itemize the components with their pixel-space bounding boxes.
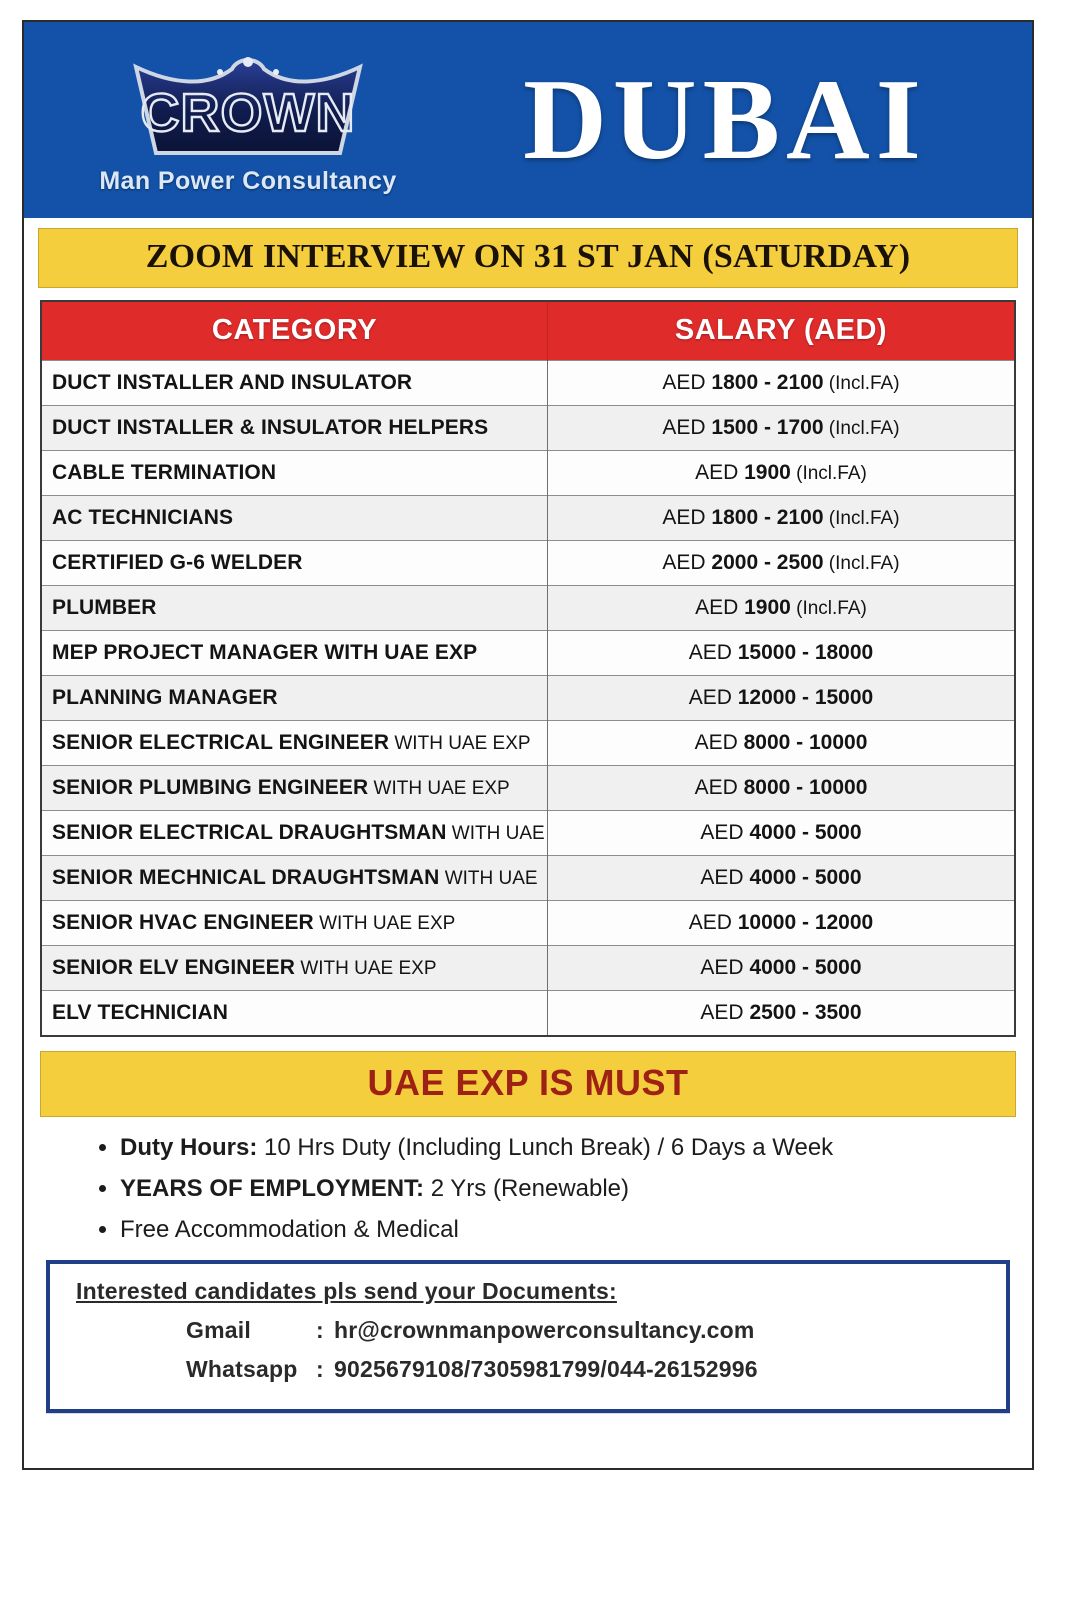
condition-label: YEARS OF EMPLOYMENT: [120,1174,425,1202]
salary-note: (Incl.FA) [823,508,900,529]
salary-amount: 1900 [738,461,791,484]
salary-currency: AED [688,911,732,934]
list-item [120,1215,1016,1245]
salary-amount: 12000 - 15000 [731,686,874,709]
gmail-separator: : [316,1316,324,1343]
cell-category [41,721,547,766]
interview-announcement: ZOOM INTERVIEW ON 31 ST JAN (SATURDAY) [38,228,1018,288]
table-row [41,946,1015,991]
cell-category [41,406,547,451]
category-name: PLUMBER [52,596,157,619]
cell-category [41,811,547,856]
salary-currency: AED [662,416,706,439]
salary-currency: AED [700,866,744,889]
cell-category [41,946,547,991]
salary-amount: 1500 - 1700 [705,416,824,439]
category-name: AC TECHNICIANS [52,506,234,529]
conditions-list [40,1133,1016,1245]
category-name: SENIOR ELECTRICAL ENGINEER [52,731,390,754]
cell-salary [547,721,1015,766]
cell-salary [547,766,1015,811]
salary-amount: 4000 - 5000 [743,956,862,979]
cell-category [41,361,547,406]
salary-currency: AED [688,686,732,709]
conditions-section [24,1117,1032,1258]
category-suffix: WITH UAE EXP [368,778,510,799]
cell-salary [547,496,1015,541]
category-suffix: WITH UAE EXP [389,733,531,754]
cell-salary [547,586,1015,631]
cell-salary [547,856,1015,901]
category-name: PLANNING MANAGER [52,686,278,709]
contact-box [46,1260,1010,1413]
salary-amount: 10000 - 12000 [731,911,874,934]
cell-salary [547,811,1015,856]
cell-category [41,766,547,811]
salary-note: (Incl.FA) [823,418,900,439]
category-name: SENIOR HVAC ENGINEER [52,911,314,934]
contact-row-gmail [50,1317,1006,1344]
category-name: CABLE TERMINATION [52,461,277,484]
cell-category [41,631,547,676]
announcement-section [24,218,1032,294]
category-name: CERTIFIED G-6 WELDER [52,551,303,574]
condition-value: 10 Hrs Duty (Including Lunch Break) / 6 Days a Week [264,1133,834,1161]
salary-currency: AED [695,461,739,484]
table-row [41,361,1015,406]
category-name: SENIOR PLUMBING ENGINEER [52,776,369,799]
cell-category [41,901,547,946]
table-row [41,856,1015,901]
salary-currency: AED [688,641,732,664]
table-row [41,541,1015,586]
cell-salary [547,901,1015,946]
condition-value: 2 Yrs (Renewable) [430,1174,630,1202]
cell-category [41,451,547,496]
condition-label: Duty Hours: [120,1133,258,1161]
salary-note: (Incl.FA) [790,463,867,484]
table-row [41,901,1015,946]
cell-category [41,541,547,586]
contact-section [24,1258,1032,1413]
contact-row-whatsapp [50,1356,1006,1383]
cell-salary [547,451,1015,496]
salary-table-section [24,294,1032,1037]
table-row [41,721,1015,766]
category-name: MEP PROJECT MANAGER WITH UAE EXP [52,641,478,664]
table-row [41,991,1015,1036]
requirement-section [24,1037,1032,1117]
cell-salary [547,676,1015,721]
table-row [41,676,1015,721]
category-name: ELV TECHNICIAN [52,1000,229,1024]
whatsapp-label: Whatsapp [186,1355,298,1382]
category-suffix: WITH UAE EXP [295,958,437,979]
cell-salary [547,406,1015,451]
cell-salary [547,361,1015,406]
company-logo [24,45,424,196]
table-row [41,496,1015,541]
cell-salary [547,946,1015,991]
uae-experience-banner: UAE EXP IS MUST [40,1051,1016,1117]
category-name: DUCT INSTALLER & INSULATOR HELPERS [52,416,489,439]
table-row [41,631,1015,676]
category-suffix: WITH UAE [439,868,538,889]
whatsapp-numbers[interactable]: 9025679108/7305981799/044-26152996 [334,1355,758,1382]
svg-text:CROWN: CROWN [140,82,356,143]
salary-currency: AED [695,596,739,619]
table-row [41,586,1015,631]
salary-currency: AED [700,1000,744,1024]
job-advertisement-poster [22,20,1034,1470]
category-name: SENIOR ELECTRICAL DRAUGHTSMAN [52,821,447,844]
cell-salary [547,541,1015,586]
category-name: SENIOR ELV ENGINEER [52,956,296,979]
contact-lead-text: Interested candidates pls send your Documents: [76,1277,617,1304]
list-item [120,1174,1016,1204]
salary-currency: AED [662,506,706,529]
salary-amount: 15000 - 18000 [731,641,874,664]
salary-currency: AED [662,551,706,574]
category-suffix: WITH UAE EXP [313,913,456,934]
salary-amount: 8000 - 10000 [737,776,868,799]
table-row [41,451,1015,496]
salary-amount: 2500 - 3500 [743,1000,862,1024]
table-row [41,406,1015,451]
condition-value: Free Accommodation & Medical [120,1215,459,1243]
salary-amount: 4000 - 5000 [743,866,862,889]
salary-currency: AED [694,776,738,799]
salary-amount: 2000 - 2500 [705,551,824,574]
salary-amount: 1900 [738,596,791,619]
category-suffix: WITH UAE [446,823,545,844]
salary-amount: 1800 - 2100 [705,371,824,394]
salary-currency: AED [662,371,706,394]
salary-note: (Incl.FA) [823,553,900,574]
crown-icon [128,45,368,163]
cell-salary [547,991,1015,1036]
salary-amount: 4000 - 5000 [743,821,862,844]
salary-currency: AED [694,731,738,754]
company-tagline: Man Power Consultancy [99,166,397,195]
column-header-salary: SALARY (AED) [547,301,1015,361]
category-name: DUCT INSTALLER AND INSULATOR [52,371,413,394]
table-row [41,811,1015,856]
table-header-row [41,301,1015,361]
salary-currency: AED [700,821,744,844]
salary-note: (Incl.FA) [823,373,900,394]
whatsapp-separator: : [316,1355,324,1382]
salary-amount: 8000 - 10000 [737,731,868,754]
salary-amount: 1800 - 2100 [705,506,824,529]
destination-title: DUBAI [523,56,927,184]
poster-header [24,22,1032,218]
salary-currency: AED [700,956,744,979]
gmail-address[interactable]: hr@crownmanpowerconsultancy.com [334,1316,755,1343]
salary-table [40,300,1016,1037]
salary-note: (Incl.FA) [790,598,867,619]
cell-category [41,991,547,1036]
category-name: SENIOR MECHNICAL DRAUGHTSMAN [52,866,440,889]
cell-salary [547,631,1015,676]
cell-category [41,496,547,541]
column-header-category: CATEGORY [41,301,547,361]
cell-category [41,676,547,721]
gmail-label: Gmail [186,1316,251,1343]
table-row [41,766,1015,811]
list-item [120,1133,1016,1163]
cell-category [41,586,547,631]
cell-category [41,856,547,901]
